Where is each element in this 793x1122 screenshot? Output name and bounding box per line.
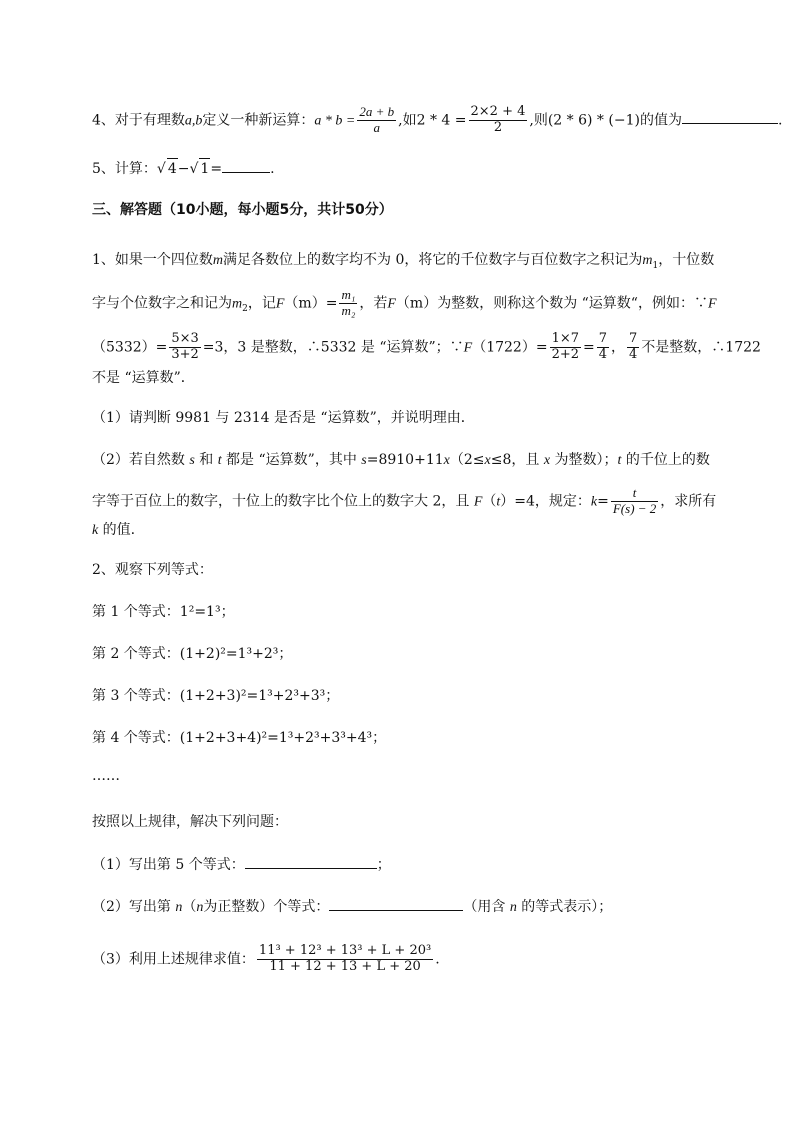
q5-sqrt-1: 4 [167,158,178,179]
p2-text: 的等式表示）； [516,899,613,915]
var-F: F [707,296,717,312]
question-4 [92,105,782,136]
var-F: F [473,494,483,510]
p2-question-1 [92,854,391,875]
answer-blank[interactable] [329,896,463,911]
q4-frac2-num: 2×2 + 4 [470,104,526,119]
frac-den: m₂ [341,302,356,318]
frac-num: 7 [598,331,608,346]
q4-frac-num: 2a + b [359,104,395,119]
p2-text: （3）利用上述规律求值： [92,951,255,968]
p1-text: 为整数）； [550,452,618,468]
p2-text: ； [376,857,391,873]
p1-line-2 [92,288,717,319]
question-5: 5、计算：√ 4−√ 1= . [92,158,275,179]
frac-den: 11 + 12 + 13 + L + 20 [269,958,421,974]
q5-eq: = [210,161,223,177]
p2-text: 为正整数）个等式： [203,899,330,915]
frac-den: 3+2 [171,346,199,362]
answer-blank[interactable] [222,158,270,173]
p2-text: （ [182,899,197,915]
var-x: x [484,453,491,468]
answer-blank[interactable] [682,109,778,124]
q5-minus: − [177,161,190,177]
frac-num: 5×3 [171,331,199,346]
p2-equation-2: 第 2 个等式：(1+2)²=1³+2³； [92,646,293,662]
p1-text: （5332）= [92,339,168,356]
p1-text: ，记 [247,295,276,312]
var-m: m [212,253,224,268]
p1-text: ）=4，规定： [500,493,591,510]
p1-text: 都是 “运算数”，其中 [221,452,362,468]
p1-text: 的值. [98,522,136,538]
p1-text: 字与个位数字之和记为 [92,295,232,312]
p2-equation-4: 第 4 个等式：(1+2+3+4)²=1³+2³+3³+4³； [92,730,387,746]
p1-question-2-line-2 [92,486,716,517]
p1-text: （ [482,493,497,510]
p2-text: （1）写出第 5 个等式： [92,857,245,873]
p1-fraction-b [550,332,581,363]
p1-text: （1722）= [472,339,548,356]
var-F: F [387,296,396,312]
p1-text: （m）= [284,295,338,312]
p2-fraction [257,944,433,975]
p2-question-3 [92,944,440,975]
var-m1: m [642,253,653,268]
var-x: x [543,453,551,468]
var-s: s [189,453,195,468]
frac-den: 4 [629,346,638,362]
p1-question-2-line-3 [92,520,135,541]
frac-num: m₁ [341,287,356,302]
q4-fraction-2 [469,105,528,136]
answer-blank[interactable] [245,854,377,869]
q4-frac2-den: 2 [493,119,503,135]
p1-text: （m）为整数，则称这个数为 “运算数“，例如：∵ [395,295,708,312]
p2-question-2 [92,896,612,918]
p1-text: （2）若自然数 [92,452,190,468]
p1-text: 字等于百位上的数字，十位上的数字比个位上的数字大 2，且 [92,493,474,510]
var-n: n [175,900,183,915]
p1-text: ， [611,339,626,356]
var-F: F [463,340,473,356]
p1-line-1 [92,250,714,276]
p1-question-2 [92,450,710,471]
var-m2-sub: 2 [242,304,248,315]
p1-text: （2≤ [449,452,485,468]
q4-text-3: ,如 [398,112,417,129]
var-F: F [275,296,285,312]
p1-question-1: （1）请判断 9981 与 2314 是否是 “运算数”，并说明理由． [92,410,475,426]
p2-equation-3: 第 3 个等式：(1+2+3)²=1³+2³+3³； [92,688,340,704]
q5-text: 5、计算： [92,161,157,177]
p1-text: ，十位数 [658,252,715,268]
var-x: x [443,453,450,468]
q4-text-4: ,则 [529,112,548,129]
var-k: k [92,523,99,538]
p2-text: （用含 [463,899,510,915]
frac-den: F(s) − 2 [612,500,657,516]
frac-num: 7 [629,331,638,346]
p1-fraction-d [627,332,639,363]
var-t: t [617,453,622,468]
q4-expr3: (2 * 6) * (−1) [547,112,640,129]
var-n: n [509,900,517,915]
p1-text: ，若 [359,295,388,312]
p2-text: . [435,951,440,968]
q4-text: 4、对于有理数 [92,112,185,129]
p1-text: = [583,339,595,356]
frac-den: 2+2 [551,346,579,362]
p1-text: 的千位上的数 [621,452,710,468]
p1-text: ≤8，且 [490,452,544,468]
q5-end: . [270,161,275,177]
frac-num: t [611,486,658,502]
p1-fraction-a [169,332,200,363]
p1-text: ，求所有 [660,493,717,510]
p1-text: 1、如果一个四位数 [92,252,213,268]
p1-text: 不是整数，∴1722 [641,339,761,356]
p1-text: 和 [194,452,218,468]
q4-vars: a,b [184,113,203,129]
p2-ellipsis: …… [92,768,120,784]
var-m1-sub: 1 [652,260,659,271]
q4-expr: a * b = [314,113,356,129]
p1-text: =3，3 是整数，∴5332 是 “运算数”；∵ [202,339,464,356]
q4-end: . [777,112,783,129]
p2-title: 2、观察下列等式： [92,562,213,578]
frac-num: 1×7 [551,331,579,346]
p1-text: =8910+11 [366,452,444,468]
q4-expr2: 2 * 4 = [416,112,467,129]
var-k: k [590,494,598,510]
p2-text: （2）写出第 [92,899,176,915]
p1-text: 满足各数位上的数字均不为 0，将它的千位数字与百位数字之积记为 [223,252,643,268]
var-t: t [496,494,501,510]
frac-num: 11³ + 12³ + 13³ + L + 20³ [258,943,432,958]
var-n: n [196,900,204,915]
p2-equation-1: 第 1 个等式：1²=1³； [92,604,235,620]
var-t: t [217,453,222,468]
p1-fraction-k [611,486,658,517]
p1-fraction-m [339,288,357,319]
p2-instruction: 按照以上规律，解决下列问题： [92,814,288,830]
q5-sqrt-2: 1 [199,158,210,179]
p1-text: = [597,493,609,510]
var-m2: m [232,296,243,312]
p1-line-3 [92,332,761,363]
frac-den: 4 [598,346,608,362]
q4-text-5: 的值为 [639,112,682,129]
var-s: s [361,453,367,468]
p1-line-4: 不是 “运算数”． [92,370,195,386]
q4-text-2: 定义一种新运算： [202,112,315,129]
section-title: 三、解答题（10小题，每小题5分，共计50分） [92,202,393,218]
q4-frac-den: a [373,119,381,135]
q4-fraction [357,105,396,136]
p1-fraction-c [597,332,609,363]
